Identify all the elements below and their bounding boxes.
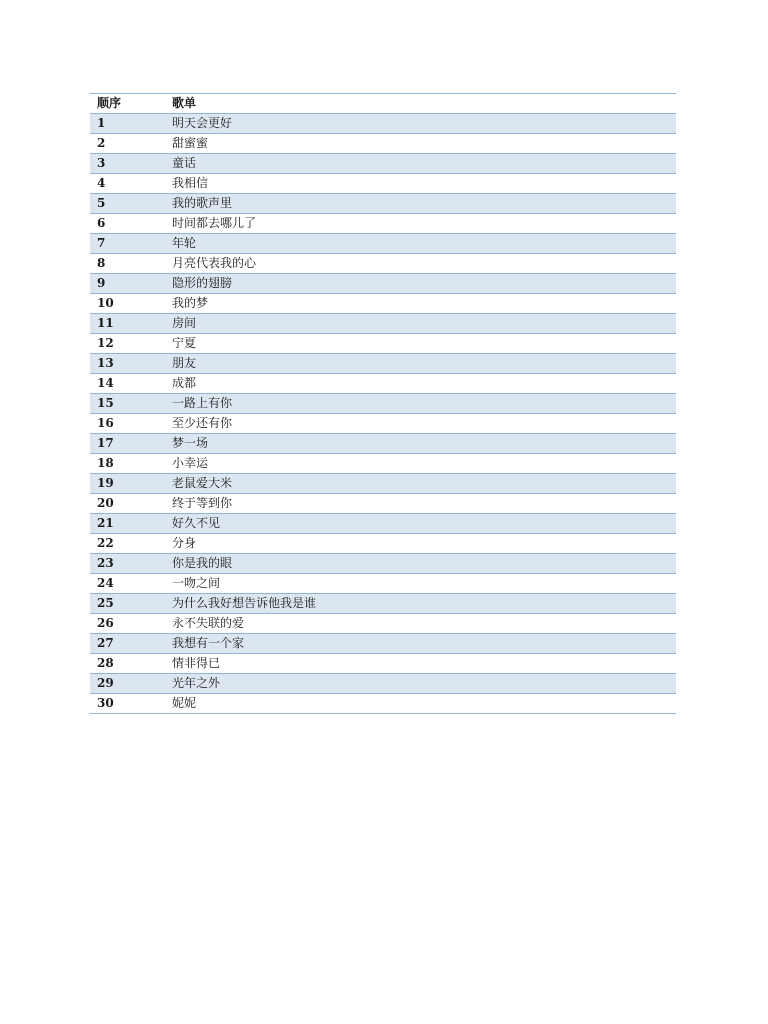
table-row xyxy=(90,554,676,574)
row-order-number: 1 xyxy=(90,114,165,134)
row-order-number: 15 xyxy=(90,394,165,414)
table-row xyxy=(90,354,676,374)
row-order-number: 16 xyxy=(90,414,165,434)
row-song-title: 隐形的翅膀 xyxy=(165,274,676,294)
row-order-number: 4 xyxy=(90,174,165,194)
table-row xyxy=(90,434,676,454)
row-song-title: 我相信 xyxy=(165,174,676,194)
row-order-number: 22 xyxy=(90,534,165,554)
row-order-number: 10 xyxy=(90,294,165,314)
table-row xyxy=(90,374,676,394)
row-order-number: 3 xyxy=(90,154,165,174)
row-song-title: 为什么我好想告诉他我是谁 xyxy=(165,594,676,614)
table-row xyxy=(90,114,676,134)
row-order-number: 8 xyxy=(90,254,165,274)
row-order-number: 28 xyxy=(90,654,165,674)
row-order-number: 2 xyxy=(90,134,165,154)
table-row xyxy=(90,394,676,414)
row-song-title: 时间都去哪儿了 xyxy=(165,214,676,234)
table-row xyxy=(90,194,676,214)
row-song-title: 情非得已 xyxy=(165,654,676,674)
row-song-title: 一路上有你 xyxy=(165,394,676,414)
song-column-header: 歌单 xyxy=(165,94,676,114)
table-header-row xyxy=(90,94,676,114)
table-row xyxy=(90,234,676,254)
row-song-title: 好久不见 xyxy=(165,514,676,534)
table-row xyxy=(90,534,676,554)
row-song-title: 年轮 xyxy=(165,234,676,254)
row-order-number: 27 xyxy=(90,634,165,654)
table-row xyxy=(90,314,676,334)
row-order-number: 25 xyxy=(90,594,165,614)
row-order-number: 23 xyxy=(90,554,165,574)
row-song-title: 一吻之间 xyxy=(165,574,676,594)
row-song-title: 老鼠爱大米 xyxy=(165,474,676,494)
row-order-number: 30 xyxy=(90,694,165,714)
row-song-title: 至少还有你 xyxy=(165,414,676,434)
table-row xyxy=(90,214,676,234)
row-order-number: 21 xyxy=(90,514,165,534)
row-song-title: 妮妮 xyxy=(165,694,676,714)
row-order-number: 18 xyxy=(90,454,165,474)
row-song-title: 月亮代表我的心 xyxy=(165,254,676,274)
row-order-number: 17 xyxy=(90,434,165,454)
table-row xyxy=(90,154,676,174)
table-row xyxy=(90,614,676,634)
table-row xyxy=(90,574,676,594)
row-order-number: 9 xyxy=(90,274,165,294)
row-song-title: 童话 xyxy=(165,154,676,174)
row-order-number: 7 xyxy=(90,234,165,254)
table-row xyxy=(90,694,676,714)
table-row xyxy=(90,134,676,154)
row-song-title: 成都 xyxy=(165,374,676,394)
table-row xyxy=(90,414,676,434)
table-row xyxy=(90,254,676,274)
row-song-title: 你是我的眼 xyxy=(165,554,676,574)
row-order-number: 19 xyxy=(90,474,165,494)
table-row xyxy=(90,494,676,514)
table-row xyxy=(90,654,676,674)
table-row xyxy=(90,634,676,654)
row-song-title: 永不失联的爱 xyxy=(165,614,676,634)
table-row xyxy=(90,514,676,534)
row-song-title: 我的梦 xyxy=(165,294,676,314)
row-order-number: 14 xyxy=(90,374,165,394)
row-song-title: 房间 xyxy=(165,314,676,334)
row-song-title: 朋友 xyxy=(165,354,676,374)
row-song-title: 终于等到你 xyxy=(165,494,676,514)
table-row xyxy=(90,674,676,694)
row-song-title: 分身 xyxy=(165,534,676,554)
row-order-number: 13 xyxy=(90,354,165,374)
table-row xyxy=(90,594,676,614)
table-row xyxy=(90,274,676,294)
table-row xyxy=(90,454,676,474)
row-order-number: 6 xyxy=(90,214,165,234)
song-list-table xyxy=(90,93,676,714)
row-song-title: 甜蜜蜜 xyxy=(165,134,676,154)
table-row xyxy=(90,174,676,194)
row-song-title: 梦一场 xyxy=(165,434,676,454)
table-row xyxy=(90,294,676,314)
row-song-title: 我想有一个家 xyxy=(165,634,676,654)
table-body xyxy=(90,114,676,714)
row-order-number: 29 xyxy=(90,674,165,694)
row-order-number: 5 xyxy=(90,194,165,214)
row-song-title: 明天会更好 xyxy=(165,114,676,134)
row-song-title: 小幸运 xyxy=(165,454,676,474)
row-order-number: 12 xyxy=(90,334,165,354)
row-order-number: 20 xyxy=(90,494,165,514)
row-song-title: 宁夏 xyxy=(165,334,676,354)
row-order-number: 11 xyxy=(90,314,165,334)
order-column-header: 顺序 xyxy=(90,94,165,114)
row-order-number: 26 xyxy=(90,614,165,634)
row-song-title: 光年之外 xyxy=(165,674,676,694)
row-order-number: 24 xyxy=(90,574,165,594)
table-row xyxy=(90,474,676,494)
table-row xyxy=(90,334,676,354)
row-song-title: 我的歌声里 xyxy=(165,194,676,214)
